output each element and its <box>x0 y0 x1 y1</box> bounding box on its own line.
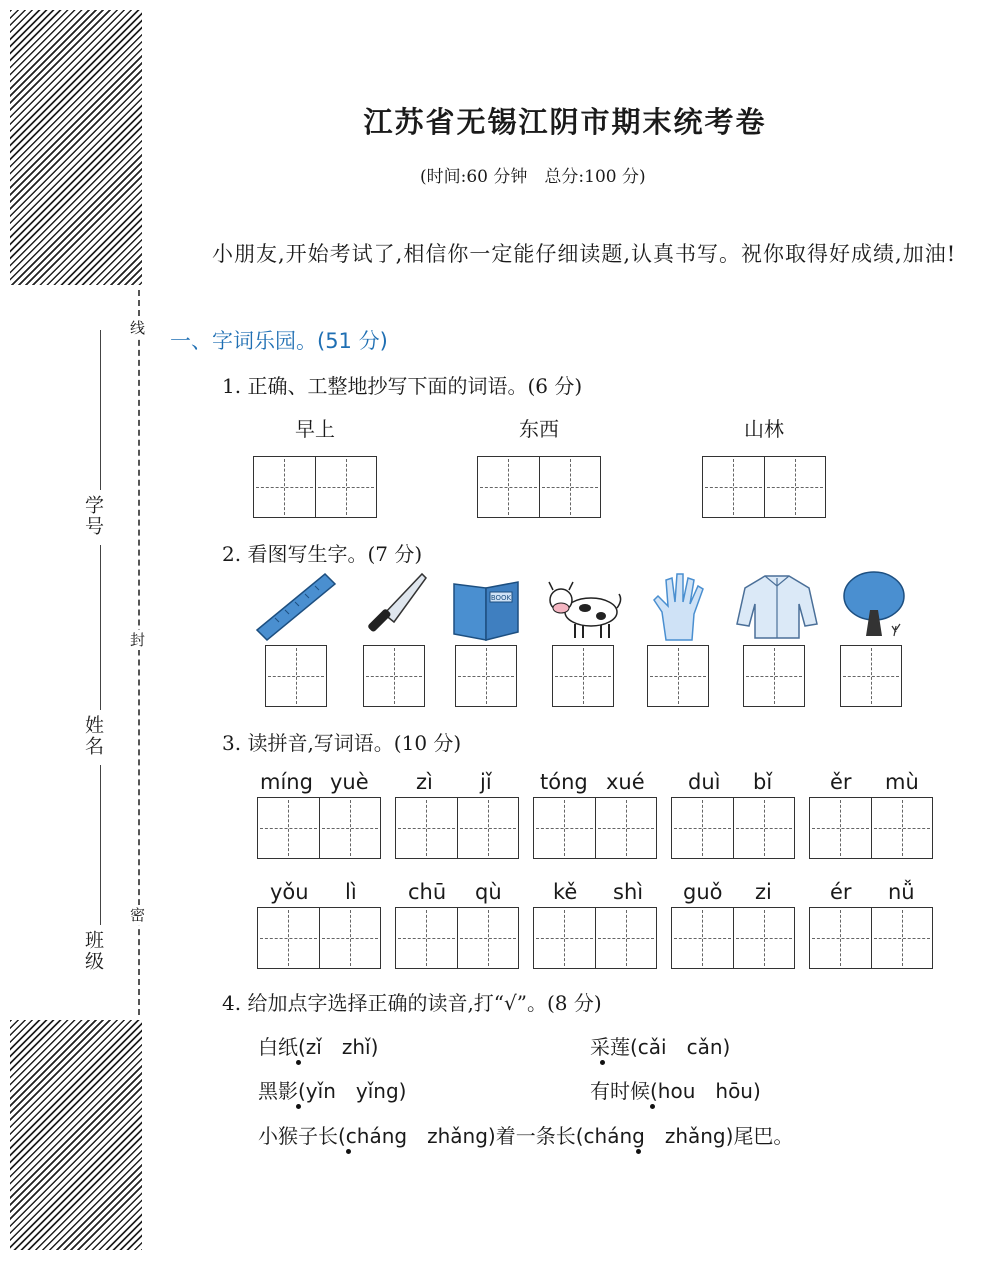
q4-item-2[interactable] <box>590 1031 730 1060</box>
question-3-prompt: 3. 读拼音,写词语。(10 分) <box>222 731 462 755</box>
q3-pinyin: zì <box>416 770 433 794</box>
emphasis-dot <box>346 1149 351 1154</box>
q3-writing-grid[interactable] <box>533 907 657 969</box>
q4-word: 白纸 <box>258 1035 298 1059</box>
q2-writing-box-5[interactable] <box>647 645 709 707</box>
name-label: 姓名 <box>82 715 104 757</box>
q3-pinyin: tóng <box>540 770 588 794</box>
q2-writing-box-1[interactable] <box>265 645 327 707</box>
emphasis-dot <box>636 1149 641 1154</box>
ruler-picture <box>255 570 337 642</box>
q1-word-1: 早上 <box>295 417 335 441</box>
q3-pinyin: chū <box>408 880 447 904</box>
q3-pinyin: ěr <box>830 770 852 794</box>
q3-pinyin: lì <box>345 880 357 904</box>
q3-writing-grid[interactable] <box>809 907 933 969</box>
jacket-picture <box>735 570 819 642</box>
q3-pinyin: kě <box>553 880 578 904</box>
id-fill-line <box>100 545 101 710</box>
emphasis-dot <box>296 1104 301 1109</box>
class-label: 班级 <box>82 930 104 972</box>
seal-char-secret: 密 <box>130 906 146 924</box>
q3-pinyin: bǐ <box>753 770 773 794</box>
knife-picture <box>360 570 430 642</box>
q4-options: (cháng zhǎng) <box>575 1124 734 1148</box>
book-cover-text: BOOK <box>490 594 512 602</box>
q3-pinyin: xué <box>606 770 645 794</box>
tree-picture <box>840 570 910 642</box>
emphasis-dot <box>296 1060 301 1065</box>
q3-pinyin: guǒ <box>683 880 723 904</box>
q4-options: (hou hōu) <box>650 1079 761 1103</box>
q3-pinyin: shì <box>613 880 644 904</box>
top-hatch-band <box>10 10 142 285</box>
book-picture <box>450 570 522 642</box>
seal-char-seal: 封 <box>130 631 146 649</box>
q3-writing-grid[interactable] <box>257 797 381 859</box>
q4-sentence-part: 尾巴。 <box>733 1124 794 1148</box>
q4-word: 采莲 <box>590 1035 630 1059</box>
q3-writing-grid[interactable] <box>533 797 657 859</box>
cow-picture <box>545 570 623 642</box>
q2-writing-box-2[interactable] <box>363 645 425 707</box>
emphasis-dot <box>600 1060 605 1065</box>
q3-pinyin: qù <box>475 880 502 904</box>
q3-pinyin: mù <box>885 770 919 794</box>
seal-char-line: 线 <box>130 319 146 337</box>
id-fill-line-top <box>100 330 101 490</box>
q1-writing-grid-3[interactable] <box>702 456 826 518</box>
q3-writing-grid[interactable] <box>395 797 519 859</box>
q4-sentence-part: 着一条长 <box>495 1124 576 1148</box>
q3-pinyin: jǐ <box>480 770 492 794</box>
intro-text: 小朋友,开始考试了,相信你一定能仔细读题,认真书写。祝你取得好成绩,加油! <box>212 242 957 266</box>
q2-writing-box-7[interactable] <box>840 645 902 707</box>
q3-writing-grid[interactable] <box>671 797 795 859</box>
q4-options: (zǐ zhǐ) <box>298 1035 379 1059</box>
q3-writing-grid[interactable] <box>809 797 933 859</box>
q1-word-2: 东西 <box>519 417 559 441</box>
q4-options: (cháng zhǎng) <box>338 1124 496 1148</box>
q3-pinyin: yuè <box>330 770 369 794</box>
q4-sentence[interactable] <box>258 1120 793 1149</box>
id-label: 学号 <box>82 495 104 537</box>
q4-word: 有时候 <box>590 1079 650 1103</box>
q3-pinyin: zi <box>755 880 772 904</box>
q4-options: (yǐn yǐng) <box>298 1079 407 1103</box>
question-1-prompt: 1. 正确、工整地抄写下面的词语。(6 分) <box>222 374 583 398</box>
q3-pinyin: míng <box>260 770 313 794</box>
q2-writing-box-4[interactable] <box>552 645 614 707</box>
q3-writing-grid[interactable] <box>671 907 795 969</box>
q3-pinyin: ér <box>830 880 852 904</box>
q4-item-4[interactable] <box>590 1075 761 1104</box>
q3-writing-grid[interactable] <box>395 907 519 969</box>
bottom-hatch-band <box>10 1020 142 1250</box>
q1-word-3: 山林 <box>744 417 784 441</box>
q4-item-3[interactable] <box>258 1075 406 1104</box>
emphasis-dot <box>650 1104 655 1109</box>
exam-title: 江苏省无锡江阴市期末统考卷 <box>363 105 767 139</box>
q3-pinyin: duì <box>688 770 721 794</box>
q3-pinyin: yǒu <box>270 880 309 904</box>
question-2-prompt: 2. 看图写生字。(7 分) <box>222 542 423 566</box>
q4-item-1[interactable] <box>258 1031 378 1060</box>
q4-word: 黑影 <box>258 1079 298 1103</box>
hand-picture <box>648 570 708 642</box>
name-fill-line <box>100 765 101 925</box>
q3-writing-grid[interactable] <box>257 907 381 969</box>
q3-pinyin: nǚ <box>888 880 915 904</box>
q2-writing-box-6[interactable] <box>743 645 805 707</box>
question-4-prompt: 4. 给加点字选择正确的读音,打“√”。(8 分) <box>222 991 602 1015</box>
q4-sentence-part: 小猴子长 <box>258 1124 338 1148</box>
q2-writing-box-3[interactable] <box>455 645 517 707</box>
exam-subtitle: (时间:60 分钟 总分:100 分) <box>420 167 646 187</box>
q1-writing-grid-2[interactable] <box>477 456 601 518</box>
section-title: 一、字词乐园。(51 分) <box>170 329 388 353</box>
q4-options: (cǎi cǎn) <box>630 1035 731 1059</box>
q1-writing-grid-1[interactable] <box>253 456 377 518</box>
